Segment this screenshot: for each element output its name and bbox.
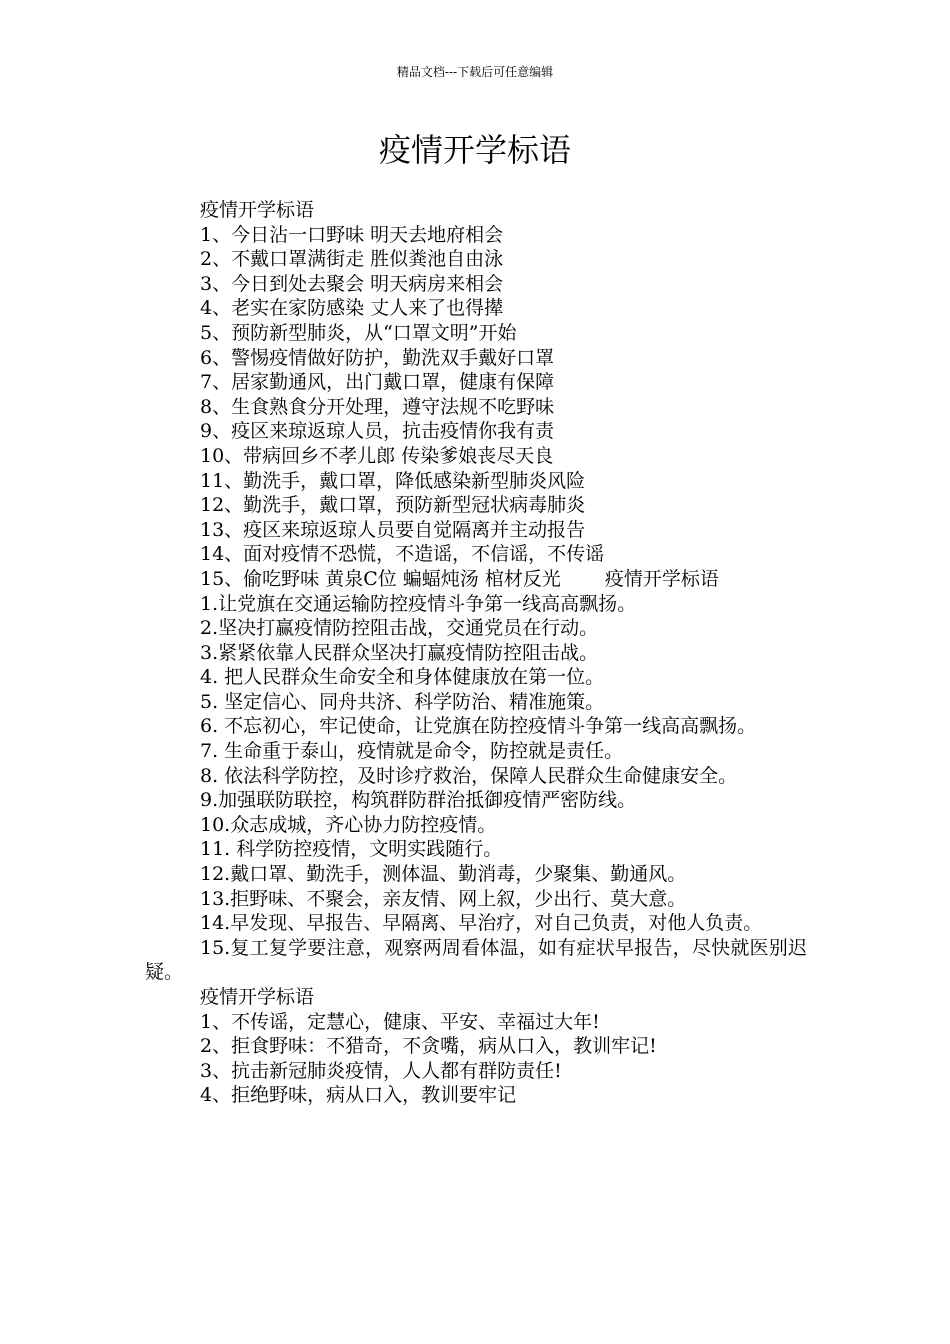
- slogan-1-8: 8、生食熟食分开处理，遵守法规不吃野味: [200, 395, 555, 418]
- slogan-2-11: 11. 科学防控疫情，文明实践随行。: [200, 838, 503, 861]
- slogan-1-10: 10、带病回乡不孝儿郎 传染爹娘丧尽天良: [200, 444, 554, 467]
- slogan-2-7: 7. 生命重于泰山，疫情就是命令，防控就是责任。: [200, 740, 624, 763]
- slogan-3-3: 3、抗击新冠肺炎疫情，人人都有群防责任!: [200, 1059, 562, 1082]
- slogan-2-2: 2.坚决打赢疫情防控阻击战，交通党员在行动。: [200, 617, 599, 640]
- slogan-2-8: 8. 依法科学防控，及时诊疗救治，保障人民群众生命健康安全。: [200, 764, 738, 787]
- slogan-1-2: 2、不戴口罩满街走 胜似粪池自由泳: [200, 248, 504, 271]
- slogan-1-15-with-heading: [145, 567, 807, 592]
- slogan-2-14: 14.早发现、早报告、早隔离、早治疗，对自己负责，对他人负责。: [200, 912, 763, 935]
- slogan-1-3: 3、今日到处去聚会 明天病房来相会: [200, 272, 504, 295]
- slogan-1-7: 7、居家勤通风，出门戴口罩，健康有保障: [200, 371, 555, 394]
- slogan-1-14: 14、面对疫情不恐慌，不造谣，不信谣，不传谣: [200, 543, 605, 566]
- section-2-heading: 疫情开学标语: [604, 567, 719, 590]
- slogan-1-11: 11、勤洗手，戴口罩，降低感染新型肺炎风险: [200, 469, 586, 492]
- slogan-3-1: 1、不传谣，定慧心，健康、平安、幸福过大年!: [200, 1010, 600, 1033]
- slogan-2-10: 10.众志成城，齐心协力防控疫情。: [200, 813, 497, 836]
- slogan-2-6: 6. 不忘初心，牢记使命，让党旗在防控疫情斗争第一线高高飘扬。: [200, 715, 757, 738]
- slogan-1-4: 4、老实在家防感染 丈人来了也得撵: [200, 297, 504, 320]
- slogan-2-4: 4. 把人民群众生命安全和身体健康放在第一位。: [200, 666, 605, 689]
- slogan-1-9: 9、疫区来琼返琼人员，抗击疫情你我有责: [200, 420, 555, 443]
- slogan-2-5: 5. 坚定信心、同舟共济、科学防治、精准施策。: [200, 690, 605, 713]
- slogan-2-13: 13.拒野味、不聚会，亲友情、网上叙，少出行、莫大意。: [200, 887, 687, 910]
- slogan-1-12: 12、勤洗手，戴口罩，预防新型冠状病毒肺炎: [200, 494, 586, 517]
- slogan-2-1: 1.让党旗在交通运输防控疫情斗争第一线高高飘扬。: [200, 592, 637, 615]
- section-3-heading: 疫情开学标语: [200, 986, 315, 1008]
- section-1-heading: 疫情开学标语: [200, 199, 315, 221]
- slogan-1-6: 6、警惕疫情做好防护，勤洗双手戴好口罩: [200, 346, 555, 369]
- slogan-1-13: 13、疫区来琼返琼人员要自觉隔离并主动报告: [200, 518, 586, 541]
- document-body: [145, 198, 807, 1108]
- document-title: 疫情开学标语: [378, 131, 571, 169]
- page-header: 精品文档---下载后可任意编辑: [396, 65, 554, 79]
- slogan-1-1: 1、今日沾一口野味 明天去地府相会: [200, 223, 504, 246]
- slogan-2-3: 3.紧紧依靠人民群众坚决打赢疫情防控阻击战。: [200, 641, 599, 664]
- slogan-1-15: 15、偷吃野味 黄泉C位 蝙蝠炖汤 棺材反光: [200, 567, 561, 590]
- slogan-2-9: 9.加强联防联控，构筑群防群治抵御疫情严密防线。: [200, 789, 637, 812]
- slogan-2-12: 12.戴口罩、勤洗手，测体温、勤消毒，少聚集、勤通风。: [200, 863, 687, 886]
- slogan-1-5: 5、预防新型肺炎，从“口罩文明”开始: [200, 321, 517, 344]
- slogan-3-2: 2、拒食野味：不猎奇，不贪嘴，病从口入，教训牢记!: [200, 1035, 657, 1058]
- slogan-3-4: 4、拒绝野味，病从口入，教训要牢记: [200, 1084, 517, 1107]
- slogan-2-15: 15.复工复学要注意，观察两周看体温，如有症状早报告，尽快就医别迟疑。: [145, 936, 807, 984]
